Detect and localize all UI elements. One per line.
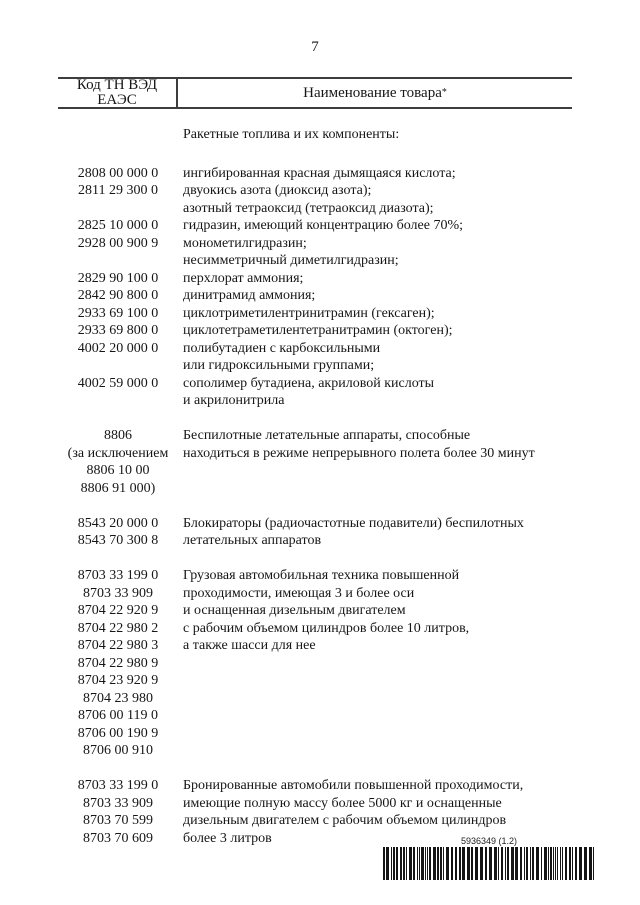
- tnved-code: (за исключением: [67, 445, 169, 461]
- goods-name-line: ингибированная красная дымящаяся кислота;: [183, 165, 456, 181]
- goods-entry: [58, 165, 572, 410]
- goods-name-line: проходимости, имеющая 3 и более оси: [183, 585, 415, 601]
- goods-name-line: полибутадиен с карбоксильными: [183, 340, 381, 356]
- tnved-code: 8706 00 190 9: [77, 725, 159, 741]
- code-column: [58, 515, 178, 550]
- tnved-code: 2933 69 100 0: [77, 305, 159, 321]
- goods-name-line: Грузовая автомобильная техника повышенной: [183, 568, 460, 583]
- goods-name-line: и акрилонитрила: [183, 393, 285, 408]
- goods-name-line: летательных аппаратов: [183, 533, 322, 548]
- tnved-code: 8703 33 199 0: [77, 568, 159, 583]
- goods-name-line: имеющие полную массу более 5000 кг и оснащенные: [183, 795, 502, 811]
- tnved-code: [58, 357, 178, 375]
- goods-entry: [58, 567, 572, 760]
- tnved-code: 8704 22 920 9: [77, 603, 159, 618]
- tnved-code: 8704 22 980 2: [77, 620, 159, 636]
- tnved-code: 8703 70 599: [83, 813, 153, 828]
- tnved-code: 8806 10 00: [86, 463, 150, 478]
- barcode-label: 5936349 (1.2): [460, 836, 518, 846]
- tnved-code: 8703 33 909: [83, 585, 153, 601]
- column-header-code: [58, 79, 178, 107]
- page-number: 7: [311, 39, 319, 55]
- goods-name-line: несимметричный диметилгидразин;: [183, 253, 399, 268]
- code-column: [58, 567, 178, 760]
- goods-name-column: [183, 567, 572, 760]
- goods-name-line: азотный тетраоксид (тетраоксид диазота);: [183, 200, 434, 216]
- table-body: [58, 126, 572, 865]
- code-column: [58, 777, 178, 847]
- goods-name-line: гидразин, имеющий концентрацию более 70%;: [183, 218, 464, 233]
- tnved-code: 8704 22 980 3: [77, 638, 159, 653]
- goods-entry: [58, 427, 572, 497]
- section-heading: Ракетные топлива и их компоненты:: [183, 127, 400, 142]
- goods-name-line: находиться в режиме непрерывного полета более 30 минут: [183, 445, 535, 461]
- barcode-block: [383, 836, 595, 880]
- goods-name-line: циклотетраметилентетранитрамин (октоген);: [183, 323, 453, 338]
- code-column: [58, 165, 178, 410]
- column-header-code-line2: ЕАЭС: [97, 92, 137, 108]
- goods-name-line: а также шасси для нее: [183, 638, 316, 653]
- tnved-code: 8543 20 000 0: [77, 515, 159, 531]
- goods-name-line: динитрамид аммония;: [183, 288, 316, 303]
- column-header-name: Наименование товара *: [303, 84, 447, 101]
- goods-name-column: [183, 427, 572, 497]
- tnved-code: 8806: [104, 428, 132, 443]
- tnved-code: 8543 70 300 8: [77, 533, 159, 548]
- tnved-code: 8703 70 609: [83, 830, 153, 846]
- barcode-gap: [594, 847, 595, 880]
- tnved-code: 8703 33 199 0: [77, 778, 159, 793]
- goods-name-line: более 3 литров: [183, 830, 272, 846]
- code-column: [58, 427, 178, 497]
- goods-name-line: или гидроксильными группами;: [183, 358, 375, 373]
- tnved-code: 2808 00 000 0: [77, 165, 159, 181]
- goods-name-line: монометилгидразин;: [183, 235, 307, 251]
- tnved-code: [58, 252, 178, 270]
- tnved-code: 2829 90 100 0: [77, 270, 159, 286]
- entries: [58, 165, 572, 848]
- tnved-code: 8706 00 119 0: [78, 708, 158, 723]
- tnved-code: 2842 90 800 0: [77, 288, 159, 303]
- tnved-code: 2928 00 900 9: [77, 235, 159, 251]
- goods-name-line: с рабочим объемом цилиндров более 10 литров,: [183, 620, 470, 636]
- tnved-code: 8704 23 980: [83, 690, 153, 706]
- tnved-code: 8704 22 980 9: [77, 655, 159, 671]
- goods-name-line: Бронированные автомобили повышенной проходимости,: [183, 778, 524, 793]
- goods-name-line: сополимер бутадиена, акриловой кислоты: [183, 375, 435, 391]
- goods-name-line: дизельным двигателем с рабочим объемом цилиндров: [183, 813, 507, 828]
- column-header-code-line1: Код ТН ВЭД: [76, 77, 158, 93]
- tnved-code: 8704 23 920 9: [77, 673, 159, 688]
- column-header-name-text: Наименование товара: [303, 84, 442, 101]
- tnved-code: 8703 33 909: [83, 795, 153, 811]
- goods-name-line: двуокись азота (диоксид азота);: [183, 183, 372, 198]
- goods-entry: [58, 515, 572, 550]
- tnved-code: 2933 69 800 0: [77, 323, 159, 338]
- goods-name-line: и оснащенная дизельным двигателем: [183, 603, 406, 618]
- goods-name-line: Беспилотные летательные аппараты, способные: [183, 428, 471, 443]
- goods-name-column: [183, 165, 572, 410]
- goods-name-column: [183, 515, 572, 550]
- tnved-code: [58, 200, 178, 218]
- tnved-code: 4002 20 000 0: [77, 340, 159, 356]
- goods-name-line: циклотриметилентринитрамин (гексаген);: [183, 305, 435, 321]
- barcode-icon: [383, 847, 595, 880]
- tnved-code: [58, 392, 178, 410]
- tnved-code: 4002 59 000 0: [77, 375, 159, 391]
- table-header: [58, 77, 572, 109]
- goods-name-line: перхлорат аммония;: [183, 270, 304, 286]
- tnved-code: 8806 91 000): [80, 480, 156, 496]
- tnved-code: 8706 00 910: [83, 743, 153, 758]
- goods-name-line: Блокираторы (радиочастотные подавители) беспилотных: [183, 515, 524, 531]
- tnved-code: 2811 29 300 0: [78, 183, 158, 198]
- tnved-code: 2825 10 000 0: [77, 218, 159, 233]
